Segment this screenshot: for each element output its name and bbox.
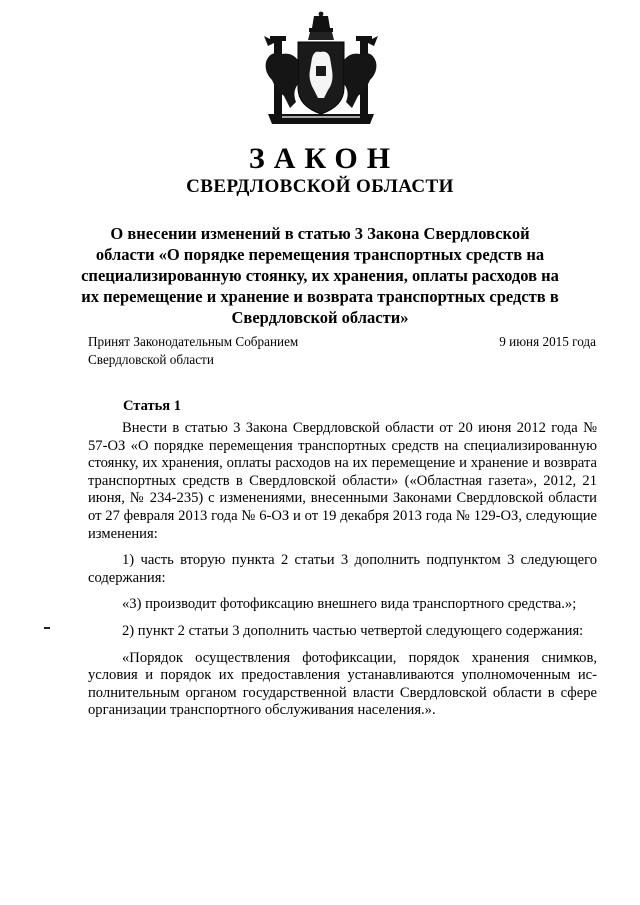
- region-heading: СВЕРДЛОВСКОЙ ОБЛАСТИ: [186, 176, 454, 197]
- crown-icon: [308, 12, 334, 40]
- adopted-by-line: Принят Законодательным Собранием: [88, 334, 299, 349]
- article-paragraph: «3) производит фотофиксацию внешнего вида транспортного средства.»;: [122, 596, 577, 613]
- article-paragraph: 2) пункт 2 статьи 3 дополнить частью четвертой следующего содержания:: [122, 622, 584, 639]
- adopted-by: [88, 333, 298, 369]
- article-body: [88, 420, 597, 729]
- law-title: О внесении изменений в статью 3 Закона Свердловской области «О порядке перемещения транспортных средств на специализированную стоянку, их хранения, оплаты расходов на их перемещение и хранение и возврата транспортных средств в Свердловской области»: [81, 224, 559, 327]
- adopted-by-line: Свердловской области: [88, 352, 214, 367]
- article-heading: Статья 1: [123, 398, 181, 414]
- article-paragraph: 1) часть вторую пункта 2 статьи 3 дополнить подпунктом 3 следующего содержания:: [88, 552, 597, 586]
- ribbon-icon: [268, 114, 374, 124]
- coat-of-arms-emblem: [262, 10, 380, 130]
- margin-mark: [44, 627, 50, 629]
- law-heading: ЗАКОН: [248, 142, 400, 175]
- adoption-date: 9 июня 2015 года: [499, 334, 596, 349]
- article-paragraph: Внести в статью 3 Закона Свердловской области от 20 июня 2012 года № 57-ОЗ «О порядке перемещения транспортных средств на специализированную стоянку, их хранения, оплаты расходов на их перемещение и хранение и возврата транспортных средств в Свердловской области» («Областная газета», 2012, 21 июня, № 234-235) с изменениями, внесенными Законами Свердловской области от 27 февраля 2013 года № 6-ОЗ и от 19 декабря 2013 года № 129-ОЗ, следующие изменения:: [88, 420, 597, 542]
- article-paragraph: «Порядок осуществления фотофиксации, порядок хранения снимков, условия и порядок их предоставления устанавливаются уполномоченным исполнительным органом государственной власти Свердловской области в сфере организации транспортного обслуживания населения.».: [88, 649, 597, 719]
